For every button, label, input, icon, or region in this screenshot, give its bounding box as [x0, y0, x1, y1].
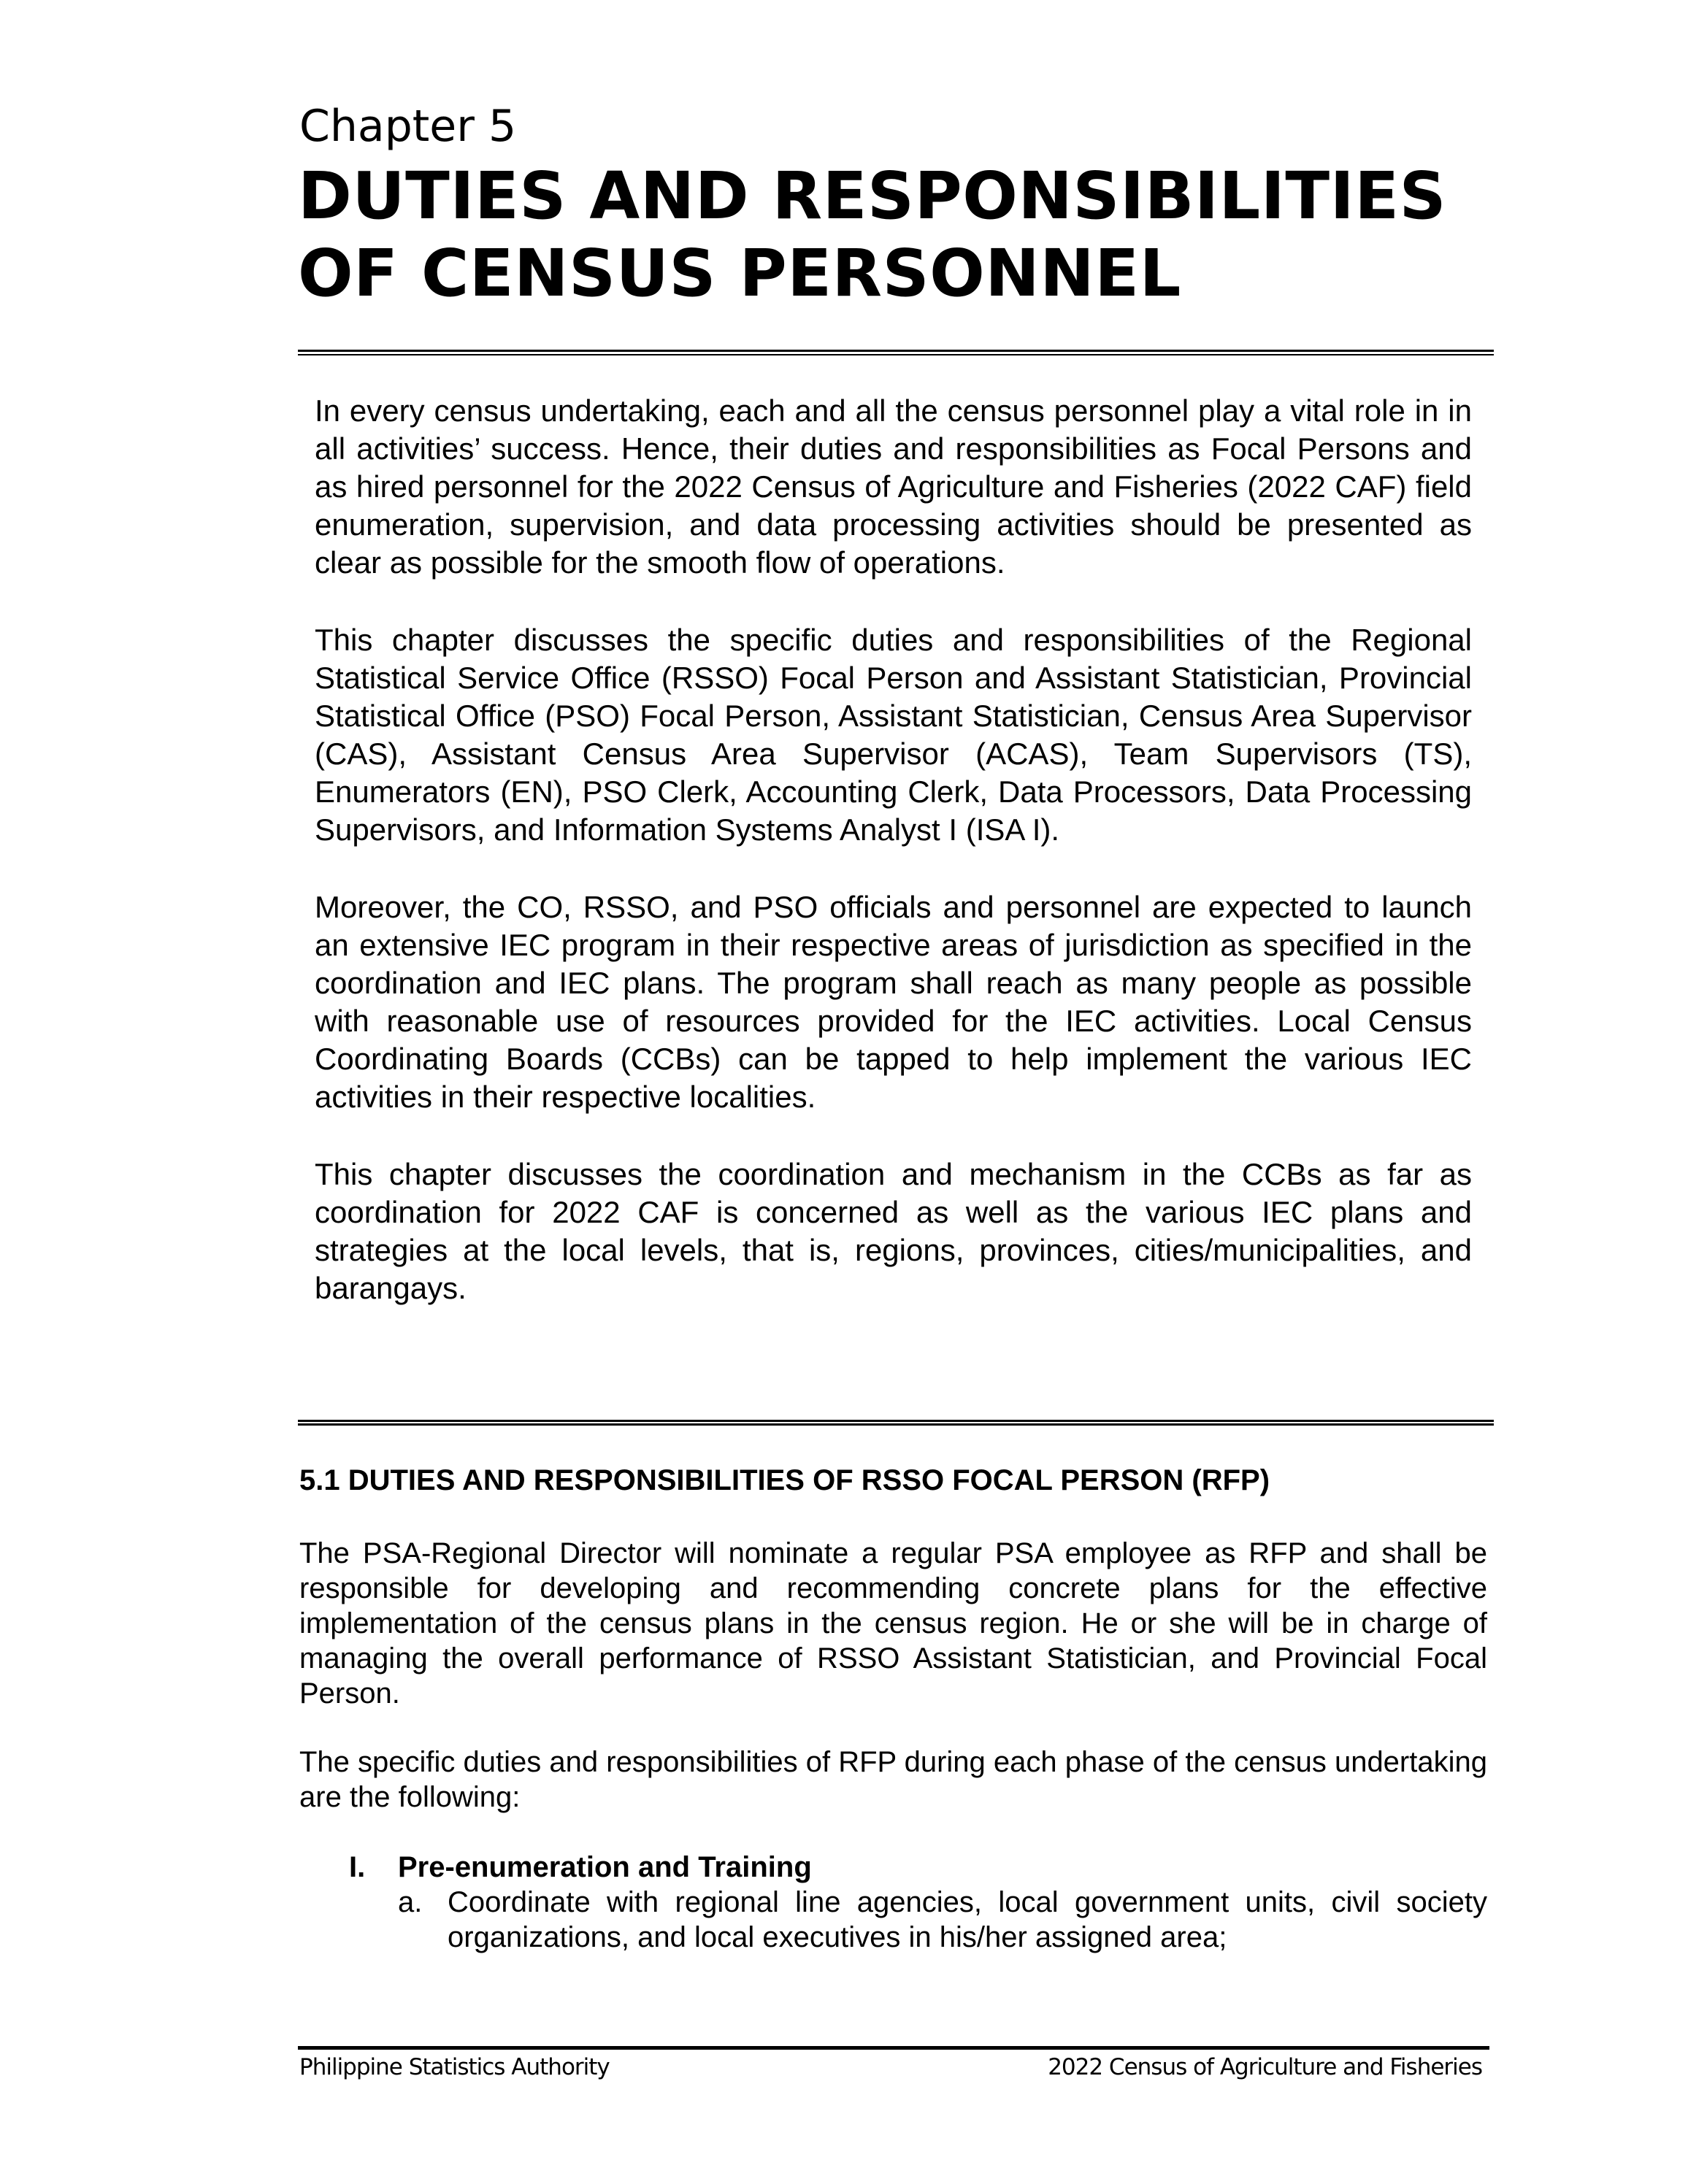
- chapter-title-line-2: OF CENSUS PERSONNEL: [298, 235, 1181, 311]
- section-paragraph: The PSA-Regional Director will nominate a regular PSA employee as RFP and shall be responsible for developing and recommending concrete plans for the effective implementation of the census plans in the census region. He or she will be in charge of managing the overall performance of RSSO Assistant Statistician, and Provincial Focal Person.: [299, 1537, 1487, 1710]
- intro-paragraph: Moreover, the CO, RSSO, and PSO officials and personnel are expected to launch an extensive IEC program in their respective areas of jurisdiction as specified in the coordination and IEC plans. The program shall reach as many people as possible with reasonable use of resources provided for the IEC activities. Local Census Coordinating Boards (CCBs) can be tapped to help implement the various IEC activities in their respective localities.: [315, 890, 1472, 1114]
- chapter-title: [298, 157, 1446, 312]
- list-item-marker: a.: [398, 1886, 423, 1918]
- chapter-title-line-1: DUTIES AND RESPONSIBILITIES: [298, 158, 1447, 234]
- phase-title: Pre-enumeration and Training: [398, 1851, 812, 1883]
- intro-divider: [298, 1420, 1494, 1426]
- section-heading: 5.1 DUTIES AND RESPONSIBILITIES OF RSSO FOCAL PERSON (RFP): [299, 1464, 1270, 1496]
- chapter-intro: [315, 392, 1472, 1307]
- intro-paragraph: In every census undertaking, each and all the census personnel play a vital role in in all activities’ success. Hence, their duties and responsibilities as Focal Persons and as hired personnel for the 2022 Census of Agriculture and Fisheries (2022 CAF) field enumeration, supervision, and data processing activities should be presented as clear as possible for the smooth flow of operations.: [315, 393, 1472, 580]
- phase-heading: [299, 1850, 1487, 1885]
- phase-item-list: [299, 1885, 1487, 1955]
- list-item-text: Coordinate with regional line agencies, local government units, civil society organizations, and local executives in his/her assigned area;: [448, 1886, 1487, 1953]
- phase-number: I.: [349, 1851, 366, 1883]
- phase-block: [299, 1850, 1487, 1955]
- footer-organization: Philippine Statistics Authority: [299, 2054, 610, 2080]
- intro-paragraph: This chapter discusses the coordination and mechanism in the CCBs as far as coordination for 2022 CAF is concerned as well as the various IEC plans and strategies at the local levels, that is, regions, provinces, cities/municipalities, and barangays.: [315, 1157, 1472, 1305]
- footer-document-title: 2022 Census of Agriculture and Fisheries: [1048, 2054, 1482, 2080]
- section-paragraph: The specific duties and responsibilities of RFP during each phase of the census undertaking are the following:: [299, 1746, 1487, 1813]
- chapter-label: Chapter 5: [299, 101, 517, 152]
- list-item: [299, 1885, 1487, 1955]
- footer-divider: [298, 2046, 1489, 2050]
- section-body: [299, 1536, 1487, 1984]
- header-divider: [298, 350, 1494, 355]
- intro-paragraph: This chapter discusses the specific duties and responsibilities of the Regional Statistical Service Office (RSSO) Focal Person and Assistant Statistician, Provincial Statistical Office (PSO) Focal Person, Assistant Statistician, Census Area Supervisor (CAS), Assistant Census Area Supervisor (ACAS), Team Supervisors (TS), Enumerators (EN), PSO Clerk, Accounting Clerk, Data Processors, Data Processing Supervisors, and Information Systems Analyst I (ISA I).: [315, 623, 1472, 847]
